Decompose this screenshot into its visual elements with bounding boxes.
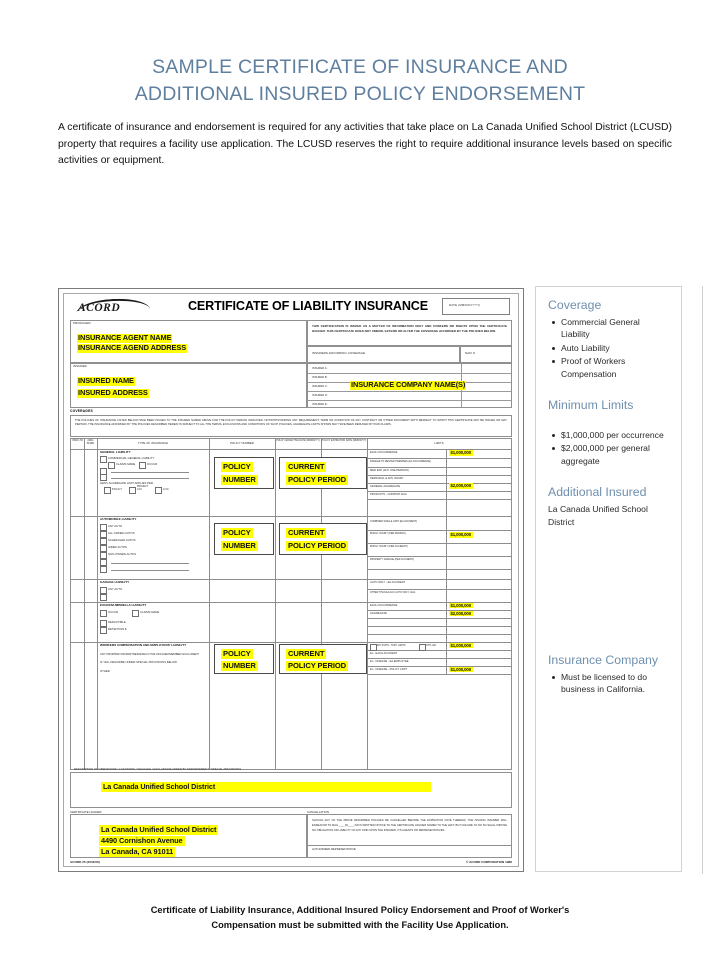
option-any-auto: ANY AUTO — [108, 523, 123, 528]
sidebar-additional-insured-text: La Canada Unified School District — [548, 504, 648, 527]
limit-label: BODILY INJURY (PER ACCIDENT) — [370, 544, 408, 548]
acord-copyright: © ACORD CORPORATION 1988 — [466, 860, 512, 865]
holder-line-2: 4490 Cornishon Avenue — [101, 835, 183, 845]
insurer-a-label: INSURER A: — [312, 367, 328, 370]
sidebar-heading-minimum-limits: Minimum Limits — [548, 398, 634, 413]
policy-number-line-1: POLICY — [223, 527, 251, 537]
col-head-limits: LIMITS — [434, 440, 444, 445]
col-head-addl: ADDL INSRD — [86, 440, 95, 445]
grid-col-addl — [97, 439, 98, 769]
limit-label: AGGREGATE — [370, 611, 387, 615]
checkbox-agg-policy[interactable] — [104, 487, 111, 494]
limit-label: E.L. DISEASE - EA EMPLOYEE — [370, 659, 409, 663]
policy-number-line-2: NUMBER — [223, 474, 256, 484]
option-occur: OCCUR — [147, 461, 158, 466]
col-head-exp-date: POLICY EXPIRATION DATE (MM/DD/YY) — [321, 440, 367, 442]
acord-logo — [76, 300, 150, 315]
disclaimer-text: THIS CERTIFICATION IS ISSUED AS A MATTER OF INFORMATION ONLY AND CONFERS NO RIGHTS UPON THE CERTIFICATE HOLDER. THIS CERTIFICATE DOES NOT AMEND, EXTEND OR ALTER THE COVERAGE AFFORDED BY THE POLICIES BELOW. — [312, 324, 507, 333]
producer-address: INSURANCE AGEND ADDRESS — [78, 343, 187, 352]
section-title-general-liability: GENERAL LIABILITY — [100, 450, 131, 454]
sidebar-heading-coverage: Coverage — [548, 298, 602, 312]
insurer-c-label: INSURER C: — [312, 385, 328, 388]
policy-number-line-2: NUMBER — [223, 660, 256, 670]
sidebar-coverage-list — [550, 316, 669, 380]
insurers-affording-label-box — [307, 346, 460, 363]
producer-label: PRODUCER — [73, 321, 91, 325]
limit-label: EACH OCCURRENCE — [370, 603, 398, 607]
option-agg-loc: LOC — [163, 486, 169, 491]
limit-value-divider-gl — [446, 449, 447, 516]
intro-paragraph: A certificate of insurance and endorsement is required for any activities that take place on La Canada Unified School District (LCUSD) property that requires a facility use application. The LCUSD reserves the right to require additional insurance levels based on specific activities or equipment. — [58, 122, 672, 167]
checkbox-auto-extra-2[interactable] — [100, 566, 107, 573]
limit-amount-excess-aggregate: $2,000,000 — [450, 610, 472, 616]
grid-col-eff — [275, 439, 276, 769]
policy-period-line-1: CURRENT — [288, 461, 325, 471]
checkbox-agg-loc[interactable] — [155, 487, 162, 494]
acord-form-number: ACORD 25 (2001/08) — [70, 860, 100, 865]
policy-period-box-auto[interactable] — [279, 523, 367, 555]
sidebar-minimum-limits-list — [550, 429, 669, 467]
checkbox-agg-project[interactable] — [129, 487, 136, 494]
cancellation-text: SHOULD ANY OF THE ABOVE DESCRIBED POLICIES BE CANCELLED BEFORE THE EXPIRATION DATE THEREOF, THE ISSUING INSURER WILL ENDEAVOR TO MAIL ____30____ DAYS WRITTEN NOTICE TO THE CERTIFICATE HOLDER NAMED TO THE LEFT, BUT FAILURE TO DO SO SHALL IMPOSE NO OBLIGATION OR LIABILITY OF ANY KIND UPON THE INSURER, ITS AGENTS OR REPRESENTATIVES. — [312, 819, 507, 832]
insurer-b-label: INSURER B: — [312, 376, 328, 379]
limit-label: COMBINED SINGLE LIMIT (EA ACCIDENT) — [370, 519, 418, 523]
option-agg-project: PROJECT LOC — [137, 485, 149, 491]
date-label: DATE (MM/DD/YYYY) — [449, 303, 481, 307]
col-head-policy-number: POLICY NUMBER — [230, 440, 254, 445]
limit-amount-each-occurrence: $1,000,000 — [450, 450, 472, 456]
acord-inner-frame — [63, 293, 519, 867]
option-excess-occur: OCCUR — [108, 609, 119, 614]
cancellation-label: CANCELLATION — [307, 809, 329, 814]
policy-number-line-2: NUMBER — [223, 540, 256, 550]
policy-period-line-2: POLICY PERIOD — [288, 660, 347, 670]
option-agg-policy: POLICY — [112, 486, 123, 491]
insured-box — [70, 363, 307, 408]
description-box — [70, 766, 512, 808]
limit-row — [367, 556, 511, 570]
policy-period-box-gl[interactable] — [279, 457, 367, 489]
list-item: $2,000,000 per general aggregate — [550, 442, 669, 467]
limit-label: BODILY INJURY (PER PERSON) — [370, 531, 406, 535]
option-deductible: DEDUCTIBLE — [108, 619, 126, 624]
insurers-affording-label: INSURERS AFFORDING COVERAGE — [312, 351, 366, 355]
acord-certificate-form — [58, 288, 524, 872]
coverages-note-text: THE POLICIES OF INSURANCE LISTED BELOW HAVE BEEN ISSUED TO THE INSURED NAMED ABOVE FOR THE POLICY PERIOD INDICATED. NOTWITHSTANDING ANY REQUIREMENT, TERM OR CONDITION OF ANY CONTRACT OR OTHER DOCUMENT WITH RESPECT TO WHICH THIS CERTIFICATE MAY BE ISSUED OR MAY PERTAIN, THE INSURANCE AFFORDED BY THE POLICIES DESCRIBED HEREIN IS SUBJECT TO ALL THE TERMS, EXCLUSIONS AND CONDITIONS OF SUCH POLICIES. AGGREGATE LIMITS SHOWN MAY HAVE BEEN REDUCED BY PAID CLAIMS. — [75, 418, 507, 426]
row-divider-auto — [71, 516, 511, 517]
checkbox-garage-extra[interactable] — [100, 594, 107, 601]
gl-aggregate-note: GEN'L AGGREGATE LIMIT APPLIES PER: — [100, 481, 154, 485]
footer-line-1: Certificate of Liability Insurance, Additional Insured Policy Endorsement and Proof of Worker's — [150, 905, 570, 915]
list-item: Proof of Workers Compensation — [550, 355, 669, 380]
insurance-company-names: INSURANCE COMPANY NAME(S) — [351, 380, 466, 389]
policy-period-line-2: POLICY PERIOD — [288, 540, 347, 550]
limit-label: EACH OCCURRENCE — [370, 450, 398, 454]
checkbox-claims-made[interactable] — [108, 462, 115, 469]
policy-period-line-1: CURRENT — [288, 527, 325, 537]
insurer-row — [308, 400, 511, 409]
option-hired-autos: HIRED AUTOS — [108, 544, 127, 549]
limit-value-divider-wc — [446, 642, 447, 674]
page-footer — [0, 903, 720, 933]
policy-period-box-wc[interactable] — [279, 644, 367, 674]
sidebar-spacer — [548, 416, 669, 429]
checkbox-excess-occur[interactable] — [100, 610, 107, 617]
limit-amount-el-disease-policy-limit: $1,000,000 — [450, 666, 472, 672]
limit-label: PERSONAL & ADV INJURY — [370, 476, 404, 480]
holder-line-3: La Canada, CA 91011 — [101, 846, 174, 856]
authorized-representative-label: AUTHORIZED REPRESENTATIVE — [312, 847, 356, 851]
authorized-representative-row — [308, 845, 511, 851]
limit-label: MED EXP (ANY ONE PERSON) — [370, 468, 409, 472]
coverage-grid — [70, 438, 512, 770]
col-head-eff-date: POLICY EFFECTIVE DATE (MM/DD/YY) — [276, 440, 320, 442]
insurers-box — [307, 363, 512, 408]
disclaimer-box — [307, 320, 512, 346]
policy-number-line-1: POLICY — [223, 648, 251, 658]
insured-label: INSURED — [73, 364, 87, 368]
acord-title-row — [64, 294, 518, 320]
certificate-holder-box — [70, 814, 307, 858]
limit-label: E.L. DISEASE - POLICY LIMIT — [370, 667, 407, 671]
option-claims-made: CLAIMS MADE — [116, 461, 136, 466]
holder-line-1: La Canada Unified School District — [101, 824, 217, 834]
description-value: La Canada Unified School District — [101, 782, 431, 792]
option-excess-claims-made: CLAIMS MADE — [140, 609, 160, 614]
option-other: OTHER — [100, 669, 110, 673]
limit-row — [367, 589, 511, 603]
document-body — [0, 288, 720, 888]
naic-label: NAIC # — [465, 351, 475, 355]
certificate-holder-label: CERTIFICATE HOLDER — [70, 809, 102, 814]
checkbox-excess-claims-made[interactable] — [132, 610, 139, 617]
coverages-label: COVERAGES — [70, 409, 93, 413]
limit-amount-el-each-accident: $1,000,000 — [450, 642, 472, 648]
insured-address: INSURED ADDRESS — [78, 388, 148, 397]
col-head-type: TYPE OF INSURANCE — [137, 440, 169, 445]
insurer-e-label: INSURER E: — [312, 403, 328, 406]
policy-number-box-gl[interactable] — [214, 457, 274, 489]
section-title-workers-compensation: WORKERS COMPENSATION AND EMPLOYERS' LIABILITY — [100, 643, 187, 647]
policy-period-line-2: POLICY PERIOD — [288, 474, 347, 484]
option-retention: RETENTION $ — [108, 626, 127, 631]
sidebar-insurance-company-list — [550, 671, 669, 696]
limit-amount-general-aggregate: $2,000,000 — [450, 483, 472, 489]
page-heading — [0, 0, 720, 108]
section-title-automobile-liability: AUTOMOBILE LIABILITY — [100, 517, 137, 521]
date-box — [442, 298, 510, 315]
limit-label: OTH- ER — [426, 643, 436, 647]
gl-blank-rule-1 — [111, 472, 189, 473]
cancellation-box — [307, 814, 512, 858]
limit-row — [367, 491, 511, 500]
grid-col-policy — [209, 439, 210, 769]
insurer-d-label: INSURER D: — [312, 394, 328, 397]
limit-label: PROPERTY DAMAGE (PER ACCIDENT) — [370, 557, 415, 561]
list-item: Commercial General Liability — [550, 316, 669, 341]
policy-number-box-wc[interactable] — [214, 644, 274, 674]
page-title-line-1: SAMPLE CERTIFICATE OF INSURANCE AND — [152, 56, 568, 78]
limit-row — [367, 530, 511, 544]
limit-amount-excess-each-occurrence: $1,000,000 — [450, 602, 472, 608]
footer-line-2: Compensation must be submitted with the Facility Use Application. — [211, 920, 509, 930]
option-commercial-general-liability: COMMERCIAL GENERAL LIABILITY — [108, 455, 155, 460]
policy-number-box-auto[interactable] — [214, 523, 274, 555]
limit-label: GENERAL AGGREGATE — [370, 484, 401, 488]
option-special-provisions-note: IF YES, DESCRIBE UNDER SPECIAL PROVISIONS BELOW — [100, 660, 177, 664]
certificate-title: CERTIFICATE OF LIABILITY INSURANCE — [187, 299, 428, 313]
limit-label: DAMAGE TO RENTED PREMISES (EA OCCURRENCE) — [370, 459, 431, 463]
grid-col-insr — [84, 439, 85, 769]
list-item: Must be licensed to do business in California. — [550, 671, 669, 696]
limit-label: WC STATU- TORY LIMITS — [377, 643, 406, 647]
sidebar-heading-insurance-company: Insurance Company — [548, 653, 659, 668]
acord-logo-text: ACORD — [78, 302, 121, 314]
checkbox-occur[interactable] — [139, 462, 146, 469]
checkbox-retention[interactable] — [100, 627, 107, 634]
list-item: Auto Liability — [550, 342, 669, 354]
limit-label: PRODUCTS - COMP/OP AGG — [370, 492, 407, 496]
option-non-owned-autos: NON-OWNED AUTOS — [108, 551, 137, 556]
policy-number-line-1: POLICY — [223, 461, 251, 471]
limit-amount-bodily-injury-per-person: $1,000,000 — [450, 532, 472, 538]
option-scheduled-autos: SCHEDULED AUTOS — [108, 537, 136, 542]
col-head-insr: INSR LTR — [72, 440, 83, 442]
auto-blank-rule-2 — [111, 570, 189, 571]
limit-row — [367, 666, 511, 675]
producer-box — [70, 320, 307, 363]
list-item: $1,000,000 per occurrence — [550, 429, 669, 441]
policy-period-line-1: CURRENT — [288, 648, 325, 658]
producer-name: INSURANCE AGENT NAME — [78, 333, 172, 342]
option-all-owned-autos: ALL OWNED AUTOS — [108, 530, 135, 535]
limit-value-divider-excess — [446, 602, 447, 642]
option-proprietor-excluded: ANY PROPRIETOR/PARTNER/EXECUTIVE OFFICER/MEMBER EXCLUDED? — [100, 652, 200, 656]
limit-label: OTHER THAN EA ACC AUTO ONLY: AGG — [370, 590, 416, 594]
insured-name: INSURED NAME — [78, 376, 134, 385]
option-garage-any-auto: ANY AUTO — [108, 586, 123, 591]
certificate-holder-address — [99, 825, 218, 859]
naic-label-box — [460, 346, 512, 363]
limit-row — [367, 543, 511, 557]
limit-label: AUTO ONLY - EA ACCIDENT — [370, 580, 406, 584]
description-label: DESCRIPTION OF OPERATIONS / LOCATIONS / VEHICLES / EXCLUSIONS ADDED BY ENDORSEMENT / SPECIAL PROVISIONS — [74, 766, 242, 771]
limit-value-divider-garage — [446, 579, 447, 602]
gl-blank-rule-2 — [111, 478, 189, 479]
coverages-note-box — [70, 415, 512, 437]
page-title-line-2: ADDITIONAL INSURED POLICY ENDORSEMENT — [134, 83, 586, 105]
limit-label: E.L. EACH ACCIDENT — [370, 651, 398, 655]
page-title — [60, 54, 660, 108]
auto-blank-rule-1 — [111, 563, 189, 564]
requirements-sidebar — [535, 286, 682, 872]
section-title-garage-liability: GARAGE LIABILITY — [100, 580, 130, 584]
limit-value-divider-auto — [446, 516, 447, 579]
checkbox-commercial-general-liability[interactable] — [100, 456, 107, 463]
section-title-excess-umbrella: EXCESS/UMBRELLA LIABILITY — [100, 603, 147, 607]
sidebar-heading-additional-insured: Additional Insured — [548, 485, 647, 500]
